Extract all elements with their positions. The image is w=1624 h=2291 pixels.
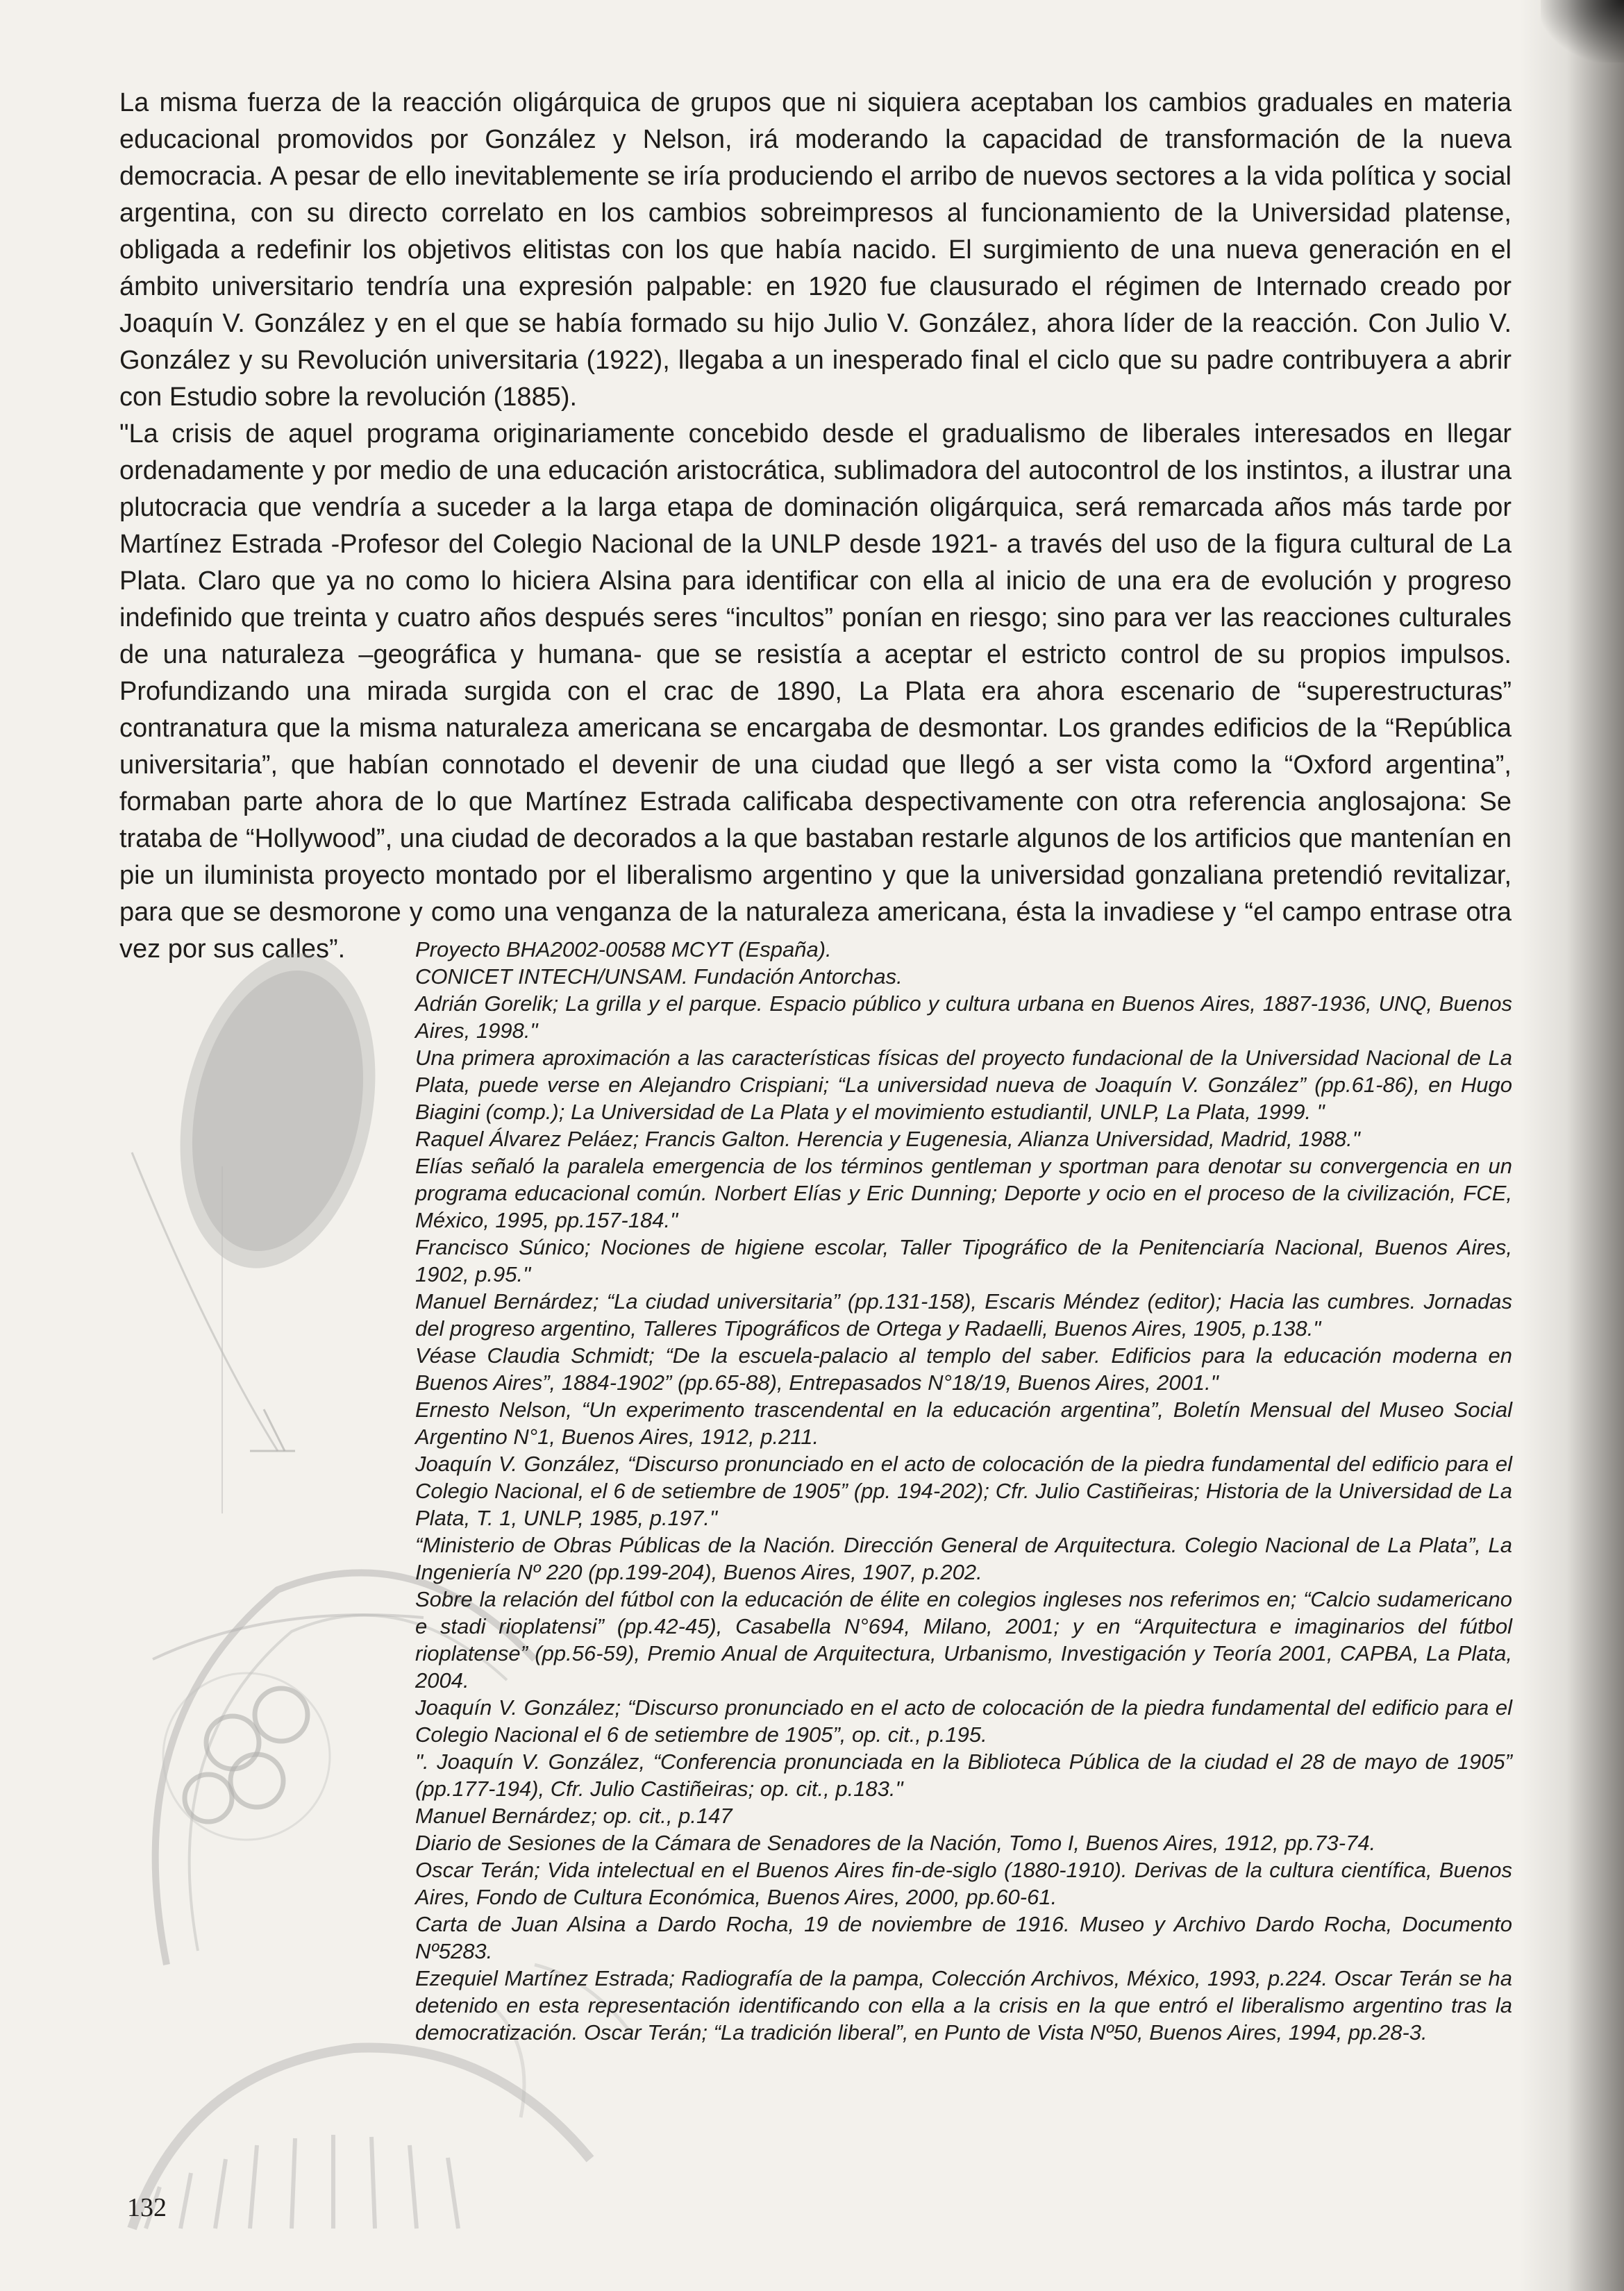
footnote-item: Ezequiel Martínez Estrada; Radiografía de la pampa, Colección Archivos, México, 1993, p.224. Oscar Terán se ha detenido en esta representación identificando con ella a la crisis en la que entró el liberalismo argentino tras la democratización. Oscar Terán; “La tradición liberal”, en Punto de Vista Nº50, Buenos Aires, 1994, pp.28-3.	[415, 1966, 1512, 2045]
footnote-item: Diario de Sesiones de la Cámara de Senadores de la Nación, Tomo I, Buenos Aires, 1912, pp.73-74.	[415, 1831, 1376, 1855]
body-paragraph: La misma fuerza de la reacción oligárquica de grupos que ni siquiera aceptaban los cambios graduales en materia educacional promovidos por González y Nelson, irá moderando la capacidad de transformación de la nueva democracia. A pesar de ello inevitablemente se iría produciendo el arribo de nuevos sectores a la vida política y social argentina, con su directo correlato en los cambios sobreimpresos al funcionamiento de la Universidad platense, obligada a redefinir los objetivos elitistas con los que había nacido. El surgimiento de una nueva generación en el ámbito universitario tendría una expresión palpable: en 1920 fue clausurado el régimen de Internado creado por Joaquín V. González y en el que se había formado su hijo Julio V. González, ahora líder de la reacción. Con Julio V. González y su Revolución universitaria (1922), llegaba a un inesperado final el ciclo que su padre contribuyera a abrir con Estudio sobre la revolución (1885).	[119, 88, 1512, 412]
footnote-item: Una primera aproximación a las características físicas del proyecto fundacional de la Universidad Nacional de La Plata, puede verse en Alejandro Crispiani; “La universidad nueva de Joaquín V. González” (pp.61-86), en Hugo Biagini (comp.); La Universidad de La Plata y el movimiento estudiantil, UNLP, La Plata, 1999. "	[415, 1046, 1512, 1124]
footnote-item: Sobre la relación del fútbol con la educación de élite en colegios ingleses nos referimos en; “Calcio sudamericano e stadi rioplatensi” (pp.42-45), Casabella N°694, Milano, 2001; y en “Arquitectura e imaginarios del fútbol rioplatense” (pp.56-59), Premio Anual de Arquitectura, Urbanismo, Investigación y Teoría 2001, CAPBA, La Plata, 2004.	[415, 1587, 1512, 1693]
footnote-item: Francisco Súnico; Nociones de higiene escolar, Taller Tipográfico de la Penitenciaría Nacional, Buenos Aires, 1902, p.95."	[415, 1235, 1512, 1286]
footnote-item: Proyecto BHA2002-00588 MCYT (España).	[415, 937, 832, 962]
footnote-item: Adrián Gorelik; La grilla y el parque. Espacio público y cultura urbana en Buenos Aires, 1887-1936, UNQ, Buenos Aires, 1998."	[415, 991, 1512, 1043]
footnote-item: Raquel Álvarez Peláez; Francis Galton. Herencia y Eugenesia, Alianza Universidad, Madrid, 1988."	[415, 1127, 1360, 1151]
footnote-item: Manuel Bernárdez; “La ciudad universitaria” (pp.131-158), Escaris Méndez (editor); Hacia las cumbres. Jornadas del progreso argentino, Talleres Tipográficos de Ortega y Radaelli, Buenos Aires, 1905, p.138."	[415, 1289, 1512, 1341]
footnote-item: ". Joaquín V. González, “Conferencia pronunciada en la Biblioteca Pública de la ciudad el 28 de mayo de 1905” (pp.177-194), Cfr. Julio Castiñeiras; op. cit., p.183."	[415, 1749, 1512, 1801]
body-paragraph: "La crisis de aquel programa originariamente concebido desde el gradualismo de liberales interesados en llegar ordenadamente y por medio de una educación aristocrática, sublimadora del autocontrol de los instintos, a ilustrar una plutocracia que vendría a suceder a la larga etapa de dominación oligárquica, será remarcada años más tarde por Martínez Estrada -Profesor del Colegio Nacional de la UNLP desde 1921- a través del uso de la figura cultural de La Plata. Claro que ya no como lo hiciera Alsina para identificar con ella al inicio de una era de evolución y progreso indefinido que treinta y cuatro años después seres “incultos” ponían en riesgo; sino para ver las reacciones culturales de una naturaleza –geográfica y humana- que se resistía a aceptar el estricto control de su propios impulsos. Profundizando una mirada surgida con el crac de 1890, La Plata era ahora escenario de “superestructuras” contranatura que la misma naturaleza americana se encargaba de desmontar. Los grandes edificios de la “República universitaria”, que habían connotado el devenir de una ciudad que llegó a ser vista como la “Oxford argentina”, formaban parte ahora de lo que Martínez Estrada calificaba despectivamente con otra referencia anglosajona: Se trataba de “Hollywood”, una ciudad de decorados a la que bastaban restarle algunos de los artificios que mantenían en pie un iluminista proyecto montado por el liberalismo argentino y que la universidad gonzaliana pretendió revitalizar, para que se desmorone y como una venganza de la naturaleza americana, ésta la invadiese y “el campo entrase otra vez por sus calles”.	[119, 419, 1512, 964]
footnote-item: Carta de Juan Alsina a Dardo Rocha, 19 de noviembre de 1916. Museo y Archivo Dardo Rocha, Documento Nº5283.	[415, 1912, 1512, 1963]
footnote-item: Ernesto Nelson, “Un experimento trascendental en la educación argentina”, Boletín Mensual del Museo Social Argentino N°1, Buenos Aires, 1912, p.211.	[415, 1398, 1512, 1449]
main-text	[119, 85, 1512, 968]
page-number: 132	[127, 2193, 167, 2222]
footnote-item: “Ministerio de Obras Públicas de la Nación. Dirección General de Arquitectura. Colegio Nacional de La Plata”, La Ingeniería Nº 220 (pp.199-204), Buenos Aires, 1907, p.202.	[415, 1533, 1512, 1584]
scan-corner-shadow	[1541, 0, 1624, 62]
footnote-item: Elías señaló la paralela emergencia de los términos gentleman y sportman para denotar su convergencia en un programa educacional común. Norbert Elías y Eric Dunning; Deporte y ocio en el proceso de la civilización, FCE, México, 1995, pp.157-184."	[415, 1154, 1512, 1232]
footnote-item: CONICET INTECH/UNSAM. Fundación Antorchas.	[415, 964, 903, 989]
footnote-item: Joaquín V. González; “Discurso pronunciado en el acto de colocación de la piedra fundamental del edificio para el Colegio Nacional el 6 de setiembre de 1905”, op. cit., p.195.	[415, 1695, 1512, 1747]
footnote-item: Manuel Bernárdez; op. cit., p.147	[415, 1804, 733, 1828]
page-gutter-shadow	[1520, 0, 1624, 2291]
footnotes-list	[415, 936, 1512, 2046]
footnote-item: Oscar Terán; Vida intelectual en el Buenos Aires fin-de-siglo (1880-1910). Derivas de la cultura científica, Buenos Aires, Fondo de Cultura Económica, Buenos Aires, 2000, pp.60-61.	[415, 1858, 1512, 1909]
footnote-item: Véase Claudia Schmidt; “De la escuela-palacio al templo del saber. Edificios para la educación moderna en Buenos Aires”, 1884-1902” (pp.65-88), Entrepasados N°18/19, Buenos Aires, 2001."	[415, 1343, 1512, 1395]
footnote-item: Joaquín V. González, “Discurso pronunciado en el acto de colocación de la piedra fundamental del edificio para el Colegio Nacional, el 6 de setiembre de 1905” (pp. 194-202); Cfr. Julio Castiñeiras; Historia de la Universidad de La Plata, T. 1, UNLP, 1985, p.197."	[415, 1452, 1512, 1530]
